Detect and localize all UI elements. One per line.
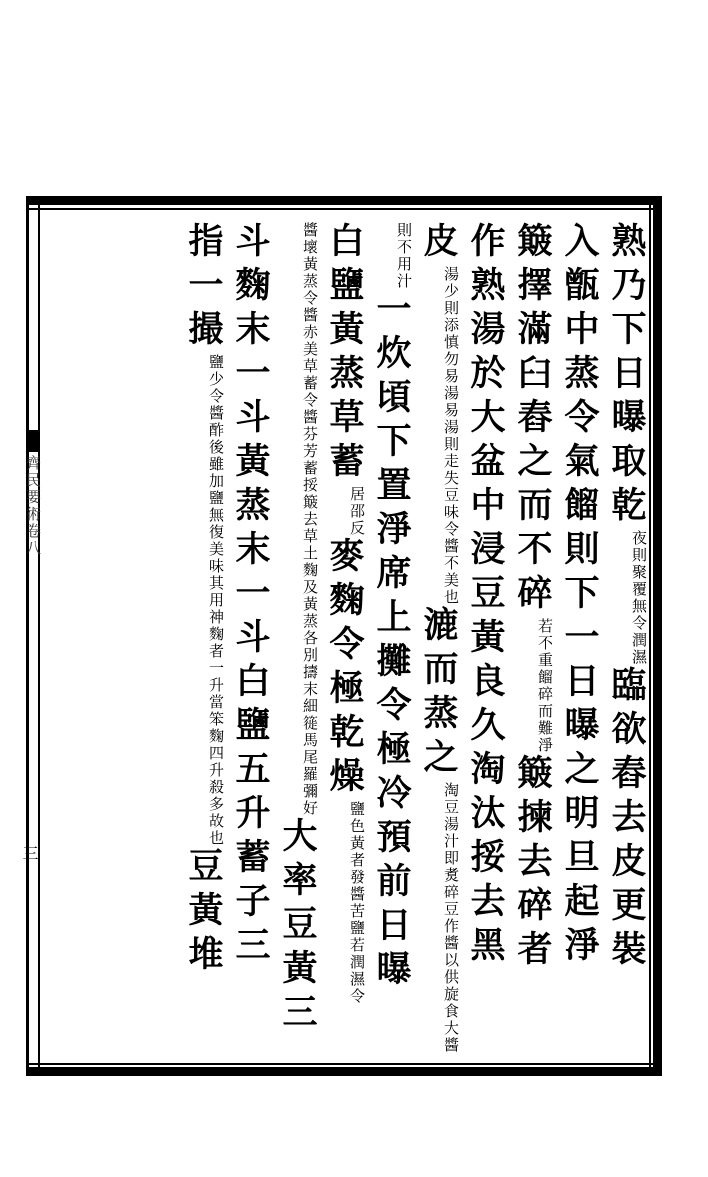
frame-right-border bbox=[653, 196, 662, 1076]
text-column-10 bbox=[181, 222, 225, 1060]
text-column-6 bbox=[369, 222, 413, 1060]
column-text: 斗麴末一斗黃蒸末一斗白鹽五升蓄子三 bbox=[230, 222, 271, 970]
column-text: 作熟湯於大盆中浸豆黃良久淘汰挼去黑 bbox=[465, 222, 506, 970]
column-text-continued: 漉而蒸之 bbox=[418, 606, 459, 782]
fore-edge-title: 齊民要術卷八 bbox=[24, 455, 42, 557]
column-note: 醬壞黃蒸令醬赤美草蓄令醬芬芳蓄挼簸去草土麴及黃蒸各別擣末細簁馬尾羅彌好 bbox=[301, 222, 319, 817]
column-text: 指一撮 bbox=[183, 222, 224, 354]
column-note: 則不用汁 bbox=[395, 222, 413, 290]
column-text: 入甑中蒸令氣餾則下一日曝之明旦起淨 bbox=[559, 222, 600, 970]
fore-edge-page-number: 三 bbox=[20, 845, 39, 861]
text-column-4 bbox=[463, 222, 507, 1060]
frame-top-inner-line bbox=[26, 208, 662, 210]
text-column-1 bbox=[604, 222, 648, 1060]
text-column-7 bbox=[322, 222, 366, 1060]
column-text: 簸擇滿臼舂之而不碎 bbox=[512, 222, 553, 618]
frame-top-border bbox=[26, 196, 662, 205]
text-column-5 bbox=[416, 222, 460, 1060]
column-text: 熟乃下日曝取乾 bbox=[606, 222, 647, 530]
column-text-continued: 簸揀去碎者 bbox=[512, 754, 553, 974]
column-text: 白鹽黃蒸草蓄 bbox=[324, 222, 365, 486]
text-column-9 bbox=[228, 222, 272, 1060]
text-column-3 bbox=[510, 222, 554, 1060]
column-text-continued: 大率豆黃三 bbox=[277, 817, 318, 1037]
column-text-continued: 麥麴令極乾燥 bbox=[324, 537, 365, 801]
frame-bottom-inner-line bbox=[26, 1063, 662, 1065]
column-text-continued: 一炊頃下置淨席上攤令極冷預前日曝 bbox=[371, 290, 412, 994]
text-column-2 bbox=[557, 222, 601, 1060]
text-column-8 bbox=[275, 222, 319, 1060]
frame-right-inner-line bbox=[649, 205, 651, 1069]
frame-bottom-border bbox=[26, 1067, 662, 1076]
column-note: 夜則聚覆無令潤濕 bbox=[630, 530, 648, 666]
column-note-2: 鹽色黃者發醬苦鹽若潤濕令 bbox=[348, 801, 366, 1005]
column-text-continued: 臨欲舂去皮更裝 bbox=[606, 666, 647, 974]
column-note: 鹽少令醬酢後雖加鹽無復美味其用神麴者一升當笨麴四升殺多故也 bbox=[207, 354, 225, 847]
fish-tail-mark bbox=[26, 430, 38, 452]
column-note: 若不重餾碎而難淨 bbox=[536, 618, 554, 754]
column-text: 皮 bbox=[418, 222, 459, 266]
column-note: 湯少則添慎勿易湯易湯則走失豆味令醬不美也 bbox=[442, 266, 460, 606]
column-note-2: 淘豆湯汁即煑碎豆作醬以供旋食大醬 bbox=[442, 782, 460, 1054]
column-note: 居邵反 bbox=[348, 486, 366, 537]
column-text-continued: 豆黃堆 bbox=[183, 847, 224, 979]
